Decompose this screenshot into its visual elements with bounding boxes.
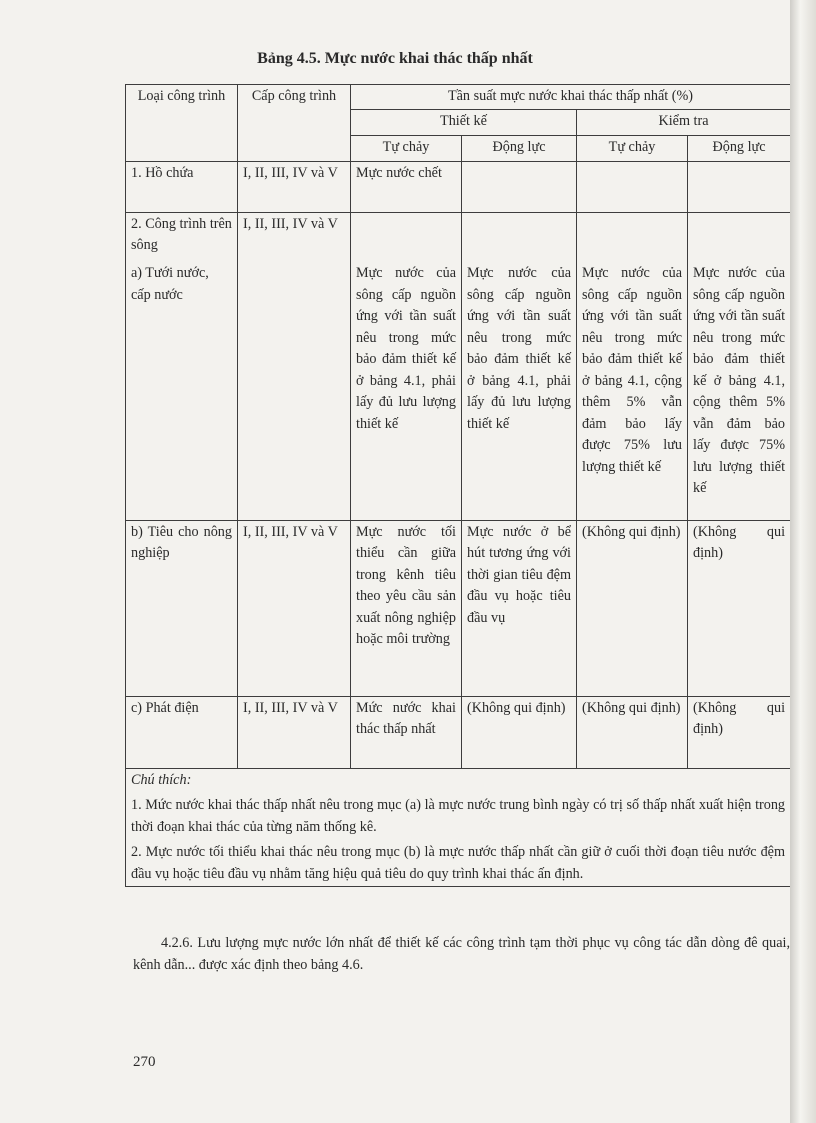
cell-check-pumped	[688, 212, 791, 262]
notes-label: Chú thích:	[131, 771, 192, 788]
cell-check-pumped: (Không qui định)	[688, 696, 791, 768]
page-number: 270	[133, 1054, 156, 1070]
table-notes	[126, 768, 791, 887]
header-design-pumped: Động lực	[462, 135, 577, 161]
header-design: Thiết kế	[351, 109, 577, 135]
header-type: Loại công trình	[126, 85, 238, 162]
table-row	[126, 520, 791, 696]
cell-level: I, II, III, IV và V	[238, 696, 351, 768]
cell-check-pumped: (Không qui định)	[688, 520, 791, 696]
table-title: Bảng 4.5. Mực nước khai thác thấp nhất	[257, 50, 533, 67]
note-2: 2. Mực nước tối thiểu khai thác nêu trong mục (b) là mực nước thấp nhất cần giữ ở cuối thời đoạn tiêu nước đệm đầu vụ hoặc tiêu đầu vụ nhằm tăng hiệu quả tiêu do quy trình khai thác ấn định.	[131, 844, 786, 882]
cell-design-gravity: Mức nước khai thác thấp nhất	[351, 696, 462, 768]
table-row	[126, 212, 791, 262]
cell-design-pumped	[462, 161, 577, 212]
cell-design-gravity: Mực nước tối thiểu cần giữa trong kênh tiêu theo yêu cầu sản xuất nông nghiệp hoặc môi trường	[351, 520, 462, 696]
header-frequency: Tần suất mực nước khai thác thấp nhất (%)	[351, 85, 791, 110]
cell-check-gravity: (Không qui định)	[577, 696, 688, 768]
cell-check-pumped	[688, 161, 791, 212]
cell-type: c) Phát điện	[126, 696, 238, 768]
next-page-edge	[790, 0, 816, 1123]
cell-check-gravity	[577, 212, 688, 262]
header-check: Kiểm tra	[577, 109, 791, 135]
cell-design-gravity: Mực nước chết	[351, 161, 462, 212]
section-paragraph: 4.2.6. Lưu lượng mực nước lớn nhất để thiết kế các công trình tạm thời phục vụ công tác dẫn dòng đê quai, kênh dẫn... được xác định theo bảng 4.6.	[133, 935, 790, 973]
water-level-table	[125, 84, 791, 887]
cell-check-gravity	[577, 161, 688, 212]
table-notes-row	[126, 768, 791, 887]
header-check-pumped: Động lực	[688, 135, 791, 161]
cell-design-pumped: Mực nước của sông cấp nguồn ứng với tần suất nêu trong mức bảo đảm thiết kế ở bảng 4.1, phải lấy đủ lưu lượng thiết kế	[462, 262, 577, 520]
cell-design-pumped: (Không qui định)	[462, 696, 577, 768]
cell-type: a) Tưới nước, cấp nước	[126, 262, 238, 520]
cell-level: I, II, III, IV và V	[238, 520, 351, 696]
header-check-gravity: Tự chảy	[577, 135, 688, 161]
cell-check-gravity: (Không qui định)	[577, 520, 688, 696]
cell-design-gravity: Mực nước của sông cấp nguồn ứng với tần suất nêu trong mức bảo đảm thiết kế ở bảng 4.1, phải lấy đủ lưu lượng thiết kế	[351, 262, 462, 520]
cell-level: I, II, III, IV và V	[238, 161, 351, 212]
cell-type: 2. Công trình trên sông	[126, 212, 238, 262]
cell-check-gravity: Mực nước của sông cấp nguồn ứng với tần suất nêu trong mức bảo đảm thiết kế ở bảng 4.1, cộng thêm 5% vẫn đảm bảo lấy được 75% lưu lượng thiết kế	[577, 262, 688, 520]
header-design-gravity: Tự chảy	[351, 135, 462, 161]
cell-design-pumped	[462, 212, 577, 262]
cell-type: b) Tiêu cho nông nghiệp	[126, 520, 238, 696]
cell-type: 1. Hồ chứa	[126, 161, 238, 212]
cell-level: I, II, III, IV và V	[238, 212, 351, 262]
table-row	[126, 161, 791, 212]
cell-check-pumped: Mực nước của sông cấp nguồn ứng với tần suất nêu trong mức bảo đảm thiết kế ở bảng 4.1, cộng thêm 5% vẫn đảm bảo lấy được 75% lưu lượng thiết kế	[688, 262, 791, 520]
table-row	[126, 696, 791, 768]
cell-design-pumped: Mực nước ở bể hút tương ứng với thời gian tiêu đệm đầu vụ hoặc tiêu đầu vụ	[462, 520, 577, 696]
note-1: 1. Mức nước khai thác thấp nhất nêu trong mục (a) là mực nước trung bình ngày có trị số thấp nhất xuất hiện trong thời đoạn khai thác của từng năm thống kê.	[131, 797, 786, 835]
cell-design-gravity	[351, 212, 462, 262]
cell-level	[238, 262, 351, 520]
table-row	[126, 262, 791, 520]
header-level: Cấp công trình	[238, 85, 351, 162]
